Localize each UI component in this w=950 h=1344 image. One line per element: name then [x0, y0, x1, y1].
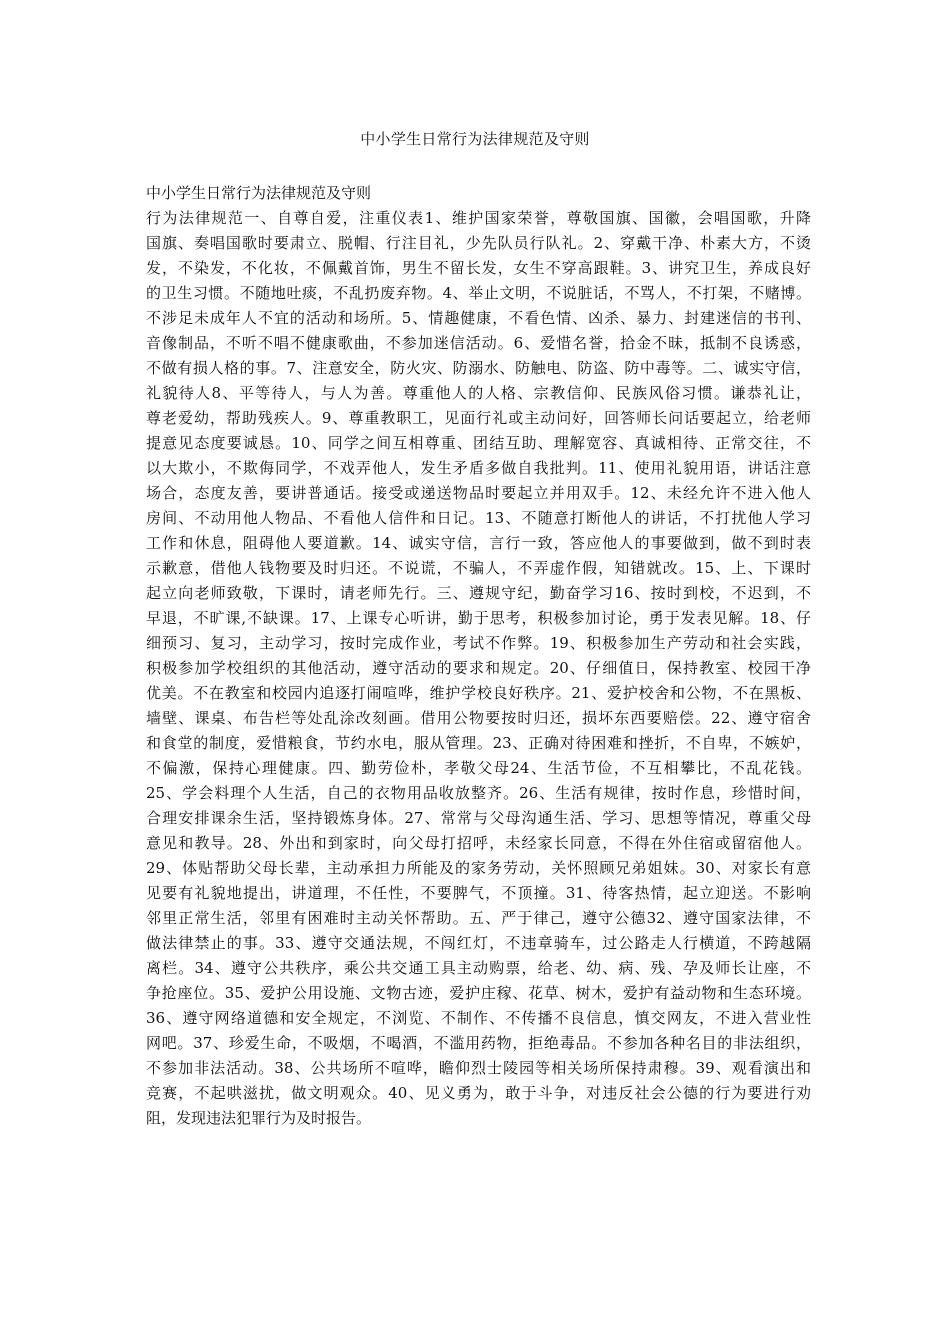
text-line: 音像制品，不听不唱不健康歌曲，不参加迷信活动。6、爱惜名誉，拾金不昧，抵制不良诱惑，	[146, 334, 811, 352]
text-line: 以大欺小，不欺侮同学，不戏弄他人，发生矛盾多做自我批判。11、使用礼貌用语，讲话注意	[146, 459, 811, 477]
text-line: 细预习、复习，主动学习，按时完成作业，考试不作弊。19、积极参加生产劳动和社会实践，	[146, 634, 811, 652]
text-line: 不偏激，保持心理健康。四、勤劳俭朴，孝敬父母24、生活节俭，不互相攀比，不乱花钱。	[146, 759, 811, 777]
text-line: 不涉足未成年人不宜的活动和场所。5、情趣健康，不看色情、凶杀、暴力、封建迷信的书刊、	[146, 309, 811, 327]
text-line: 的卫生习惯。不随地吐痰，不乱扔废弃物。4、举止文明，不说脏话，不骂人，不打架，不赌博。	[146, 284, 811, 302]
document-body	[146, 181, 811, 1131]
text-line: 积极参加学校组织的其他活动，遵守活动的要求和规定。20、仔细值日，保持教室、校园干净	[146, 659, 811, 677]
text-line: 尊老爱幼，帮助残疾人。9、尊重教职工，见面行礼或主动问好，回答师长问话要起立，给老师	[146, 409, 811, 427]
text-line: 和食堂的制度，爱惜粮食，节约水电，服从管理。23、正确对待困难和挫折，不自卑，不嫉妒，	[146, 734, 811, 752]
text-line: 早退，不旷课,不缺课。17、上课专心听讲，勤于思考，积极参加讨论，勇于发表见解。18、仔	[146, 609, 811, 627]
text-line: 离栏。34、遵守公共秩序，乘公共交通工具主动购票，给老、幼、病、残、孕及师长让座，不	[146, 959, 811, 977]
text-line: 竞赛，不起哄滋扰，做文明观众。40、见义勇为，敢于斗争，对违反社会公德的行为要进行劝	[146, 1084, 811, 1102]
text-line: 行为法律规范一、自尊自爱，注重仪表1、维护国家荣誉，尊敬国旗、国徽，会唱国歌，升降	[146, 209, 811, 227]
text-line: 国旗、奏唱国歌时要肃立、脱帽、行注目礼，少先队员行队礼。2、穿戴干净、朴素大方，不烫	[146, 234, 811, 252]
text-line: 墙壁、课桌、布告栏等处乱涂改刻画。借用公物要按时归还，损坏东西要赔偿。22、遵守宿舍	[146, 709, 811, 727]
text-line: 房间、不动用他人物品、不看他人信件和日记。13、不随意打断他人的讲话，不打扰他人学习	[146, 509, 811, 527]
text-line: 起立向老师致敬，下课时，请老师先行。三、遵规守纪，勤奋学习16、按时到校，不迟到，不	[146, 584, 811, 602]
text-line: 优美。不在教室和校园内追逐打闹喧哗，维护学校良好秩序。21、爱护校舍和公物，不在黑板、	[146, 684, 811, 702]
text-line: 提意见态度要诚恳。10、同学之间互相尊重、团结互助、理解宽容、真诚相待、正常交往，不	[146, 434, 811, 452]
text-line: 25、学会料理个人生活，自己的衣物用品收放整齐。26、生活有规律，按时作息，珍惜时间，	[146, 784, 811, 802]
text-line: 不参加非法活动。38、公共场所不喧哗，瞻仰烈士陵园等相关场所保持肃穆。39、观看演出和	[146, 1059, 811, 1077]
text-line: 发，不染发，不化妆，不佩戴首饰，男生不留长发，女生不穿高跟鞋。3、讲究卫生，养成良好	[146, 259, 811, 277]
text-line: 做法律禁止的事。33、遵守交通法规，不闯红灯，不违章骑车，过公路走人行横道，不跨越隔	[146, 934, 811, 952]
text-line: 意见和教导。28、外出和到家时，向父母打招呼，未经家长同意，不得在外住宿或留宿他人。	[146, 834, 811, 852]
text-line: 网吧。37、珍爱生命，不吸烟，不喝酒，不滥用药物，拒绝毒品。不参加各种名目的非法组织，	[146, 1034, 811, 1052]
text-line: 29、体贴帮助父母长辈，主动承担力所能及的家务劳动，关怀照顾兄弟姐妹。30、对家长有意	[146, 859, 811, 877]
text-line: 工作和休息，阻碍他人要道歉。14、诚实守信，言行一致，答应他人的事要做到，做不到时表	[146, 534, 811, 552]
text-line: 邻里正常生活，邻里有困难时主动关怀帮助。五、严于律己，遵守公德32、遵守国家法律，不	[146, 909, 811, 927]
text-line: 场合，态度友善，要讲普通话。接受或递送物品时要起立并用双手。12、未经允许不进入他人	[146, 484, 811, 502]
text-line: 示歉意，借他人钱物要及时归还。不说谎，不骗人，不弄虚作假，知错就改。15、上、下课时	[146, 559, 811, 577]
text-line: 见要有礼貌地提出，讲道理，不任性，不要脾气，不顶撞。31、待客热情，起立迎送。不影响	[146, 884, 811, 902]
text-line: 争抢座位。35、爱护公用设施、文物古迹，爱护庄稼、花草、树木，爱护有益动物和生态环境。	[146, 984, 811, 1002]
text-line: 36、遵守网络道德和安全规定，不浏览、不制作、不传播不良信息，慎交网友，不进入营业性	[146, 1009, 811, 1027]
text-line: 不做有损人格的事。7、注意安全，防火灾、防溺水、防触电、防盗、防中毒等。二、诚实守信，	[146, 359, 811, 377]
document-title: 中小学生日常行为法律规范及守则	[360, 130, 590, 148]
text-line: 合理安排课余生活，坚持锻炼身体。27、常常与父母沟通生活、学习、思想等情况，尊重父母	[146, 809, 811, 827]
text-line: 礼貌待人8、平等待人，与人为善。尊重他人的人格、宗教信仰、民族风俗习惯。谦恭礼让，	[146, 384, 811, 402]
body-text	[146, 206, 811, 1131]
text-line: 阻，发现违法犯罪行为及时报告。	[146, 1109, 372, 1127]
document-subtitle: 中小学生日常行为法律规范及守则	[146, 184, 372, 202]
